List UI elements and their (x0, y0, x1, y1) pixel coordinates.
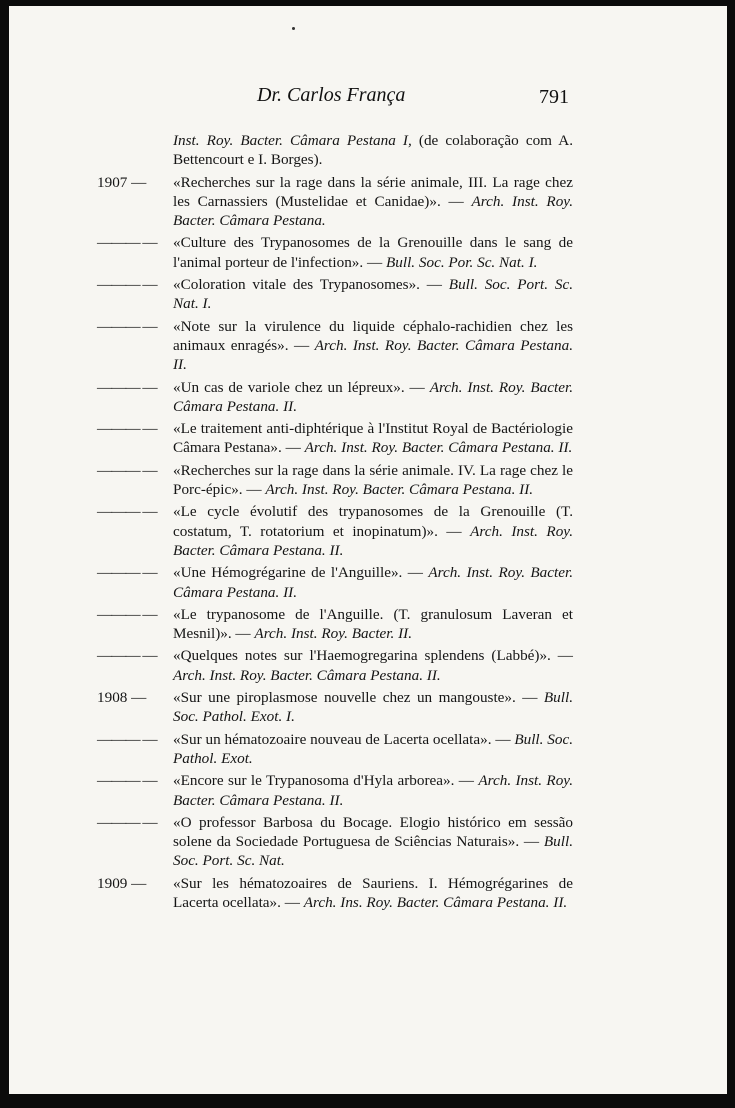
bibliography-entry (93, 173, 573, 231)
entry-title: «Quelques notes sur l'Haemogregarina splendens (Labbé)». — (173, 647, 573, 665)
entry-ditto-dash: ——— — (97, 730, 157, 748)
entry-source: Arch. Inst. Roy. Bacter. Câmara Pestana. (173, 192, 573, 230)
entry-source: Arch. Inst. Roy. Bacter. Câmara Pestana. II. (173, 336, 573, 374)
bibliography-entry (93, 502, 573, 560)
entry-source: Arch. Ins. Roy. Bacter. Câmara Pestana. II. (303, 893, 568, 911)
page-number: 791 (539, 86, 569, 108)
bibliography-entry (93, 730, 573, 769)
running-header (9, 84, 727, 114)
entry-year: 1908 — (97, 689, 147, 707)
bibliography-entry (93, 317, 573, 375)
entry-ditto-dash: ——— — (97, 564, 157, 582)
entry-title: «Culture des Trypanosomes de la Grenouille dans le sang de l'animal porteur de l'infection». — (173, 234, 573, 271)
entry-ditto-dash: ——— — (97, 605, 157, 623)
entry-source: Bull. Soc. Pathol. Exot. I. (173, 689, 573, 726)
entry-title: «Encore sur le Trypanosoma d'Hyla arborea». — (173, 772, 479, 790)
entry-title: «Sur les hématozoaires de Sauriens. I. Hémogrégarines de Lacerta ocellata». — (173, 874, 573, 911)
entry-source: Arch. Inst. Roy. Bacter. Câmara Pestana. II. (173, 378, 574, 415)
entry-source: Arch. Inst. Roy. Bacter. Câmara Pestana. II. (173, 772, 573, 809)
bibliography-entry (93, 275, 573, 314)
entry-ditto-dash: ——— — (97, 317, 157, 335)
entry-year: 1907 — (97, 173, 147, 191)
bibliography-entry (93, 378, 573, 417)
entry-source: Inst. Roy. Bacter. Câmara Pestana I, (173, 132, 412, 149)
bibliography-entry (93, 563, 573, 602)
entry-ditto-dash: ——— — (97, 647, 157, 665)
entry-title: «Note sur la virulence du liquide céphalo-rachidien chez les animaux enragés». — (173, 317, 573, 354)
ink-speck (292, 27, 295, 30)
bibliography-entry (93, 646, 573, 685)
entry-year: 1909 — (97, 874, 147, 892)
entry-source: Arch. Inst. Roy. Bacter. Câmara Pestana. II. (265, 481, 534, 499)
entry-source: Bull. Soc. Por. Sc. Nat. I. (385, 253, 538, 271)
entry-ditto-dash: ——— — (97, 234, 157, 252)
bibliography-entry (93, 874, 573, 913)
entry-title: «Un cas de variole chez un lépreux». — (173, 378, 430, 396)
page (9, 6, 727, 1094)
entry-ditto-dash: ——— — (97, 461, 157, 479)
entry-source: Arch. Inst. Roy. Bacter. Câmara Pestana. II. (304, 439, 573, 457)
entry-ditto-dash: ——— — (97, 420, 157, 438)
entry-source: Arch. Inst. Roy. Bacter. II. (254, 625, 413, 643)
entry-ditto-dash: ——— — (97, 503, 157, 521)
entry-title: «Sur un hématozoaire nouveau de Lacerta ocellata». — (173, 730, 515, 748)
entry-source: Arch. Inst. Roy. Bacter. Câmara Pestana. II. (173, 666, 441, 684)
entry-title: «Le trypanosome de l'Anguille. (T. granulosum Laveran et Mesnil)». — (173, 605, 573, 643)
entry-title: «Coloration vitale des Trypanosomes». — (173, 276, 449, 294)
entry-source: Bull. Soc. Pathol. Exot. (173, 730, 573, 767)
entry-source: Bull. Soc. Port. Sc. Nat. I. (173, 276, 573, 313)
entry-title: «Le traitement anti-diphtérique à l'Institut Royal de Bactériologie Câmara Pestana». — (173, 420, 573, 457)
entry-source: Arch. Inst. Roy. Bacter. Câmara Pestana. II. (173, 564, 573, 601)
entry-title: «O professor Barbosa du Bocage. Elogio histórico em sessão solene da Sociedade Portuguesa de Sciências Naturais». — (173, 813, 573, 851)
entry-title: «Une Hémogrégarine de l'Anguille». — (173, 564, 429, 582)
bibliography-entry (93, 605, 573, 644)
bibliography-entry (93, 131, 573, 170)
entry-title: «Recherches sur la rage dans la série animale, III. La rage chez les Carnassiers (Mustelidae et Canidae)». — (173, 173, 573, 210)
entry-ditto-dash: ——— — (97, 813, 157, 831)
entry-title: «Sur une piroplasmose nouvelle chez un mangouste». — (173, 689, 544, 707)
entry-source: Bull. Soc. Port. Sc. Nat. (173, 833, 573, 870)
bibliography-entry (93, 461, 573, 500)
bibliography-entry (93, 233, 573, 272)
bibliography-entry (93, 813, 573, 871)
bibliography-list (93, 131, 573, 915)
entry-note: (de colaboração com A. Bettencourt e I. Borges). (173, 132, 573, 169)
bibliography-entry (93, 771, 573, 810)
bibliography-entry (93, 419, 573, 458)
running-header-author: Dr. Carlos França (257, 84, 406, 106)
bibliography-entry (93, 688, 573, 727)
entry-title: «Recherches sur la rage dans la série animale. IV. La rage chez le Porc-épic». — (173, 461, 573, 499)
entry-title: «Le cycle évolutif des trypanosomes de la Grenouille (T. costatum, T. rotatorium et inopinatum)». — (173, 503, 573, 540)
entry-ditto-dash: ——— — (97, 378, 157, 396)
entry-source: Arch. Inst. Roy. Bacter. Câmara Pestana. II. (173, 522, 573, 559)
entry-ditto-dash: ——— — (97, 772, 157, 790)
entry-ditto-dash: ——— — (97, 276, 157, 294)
